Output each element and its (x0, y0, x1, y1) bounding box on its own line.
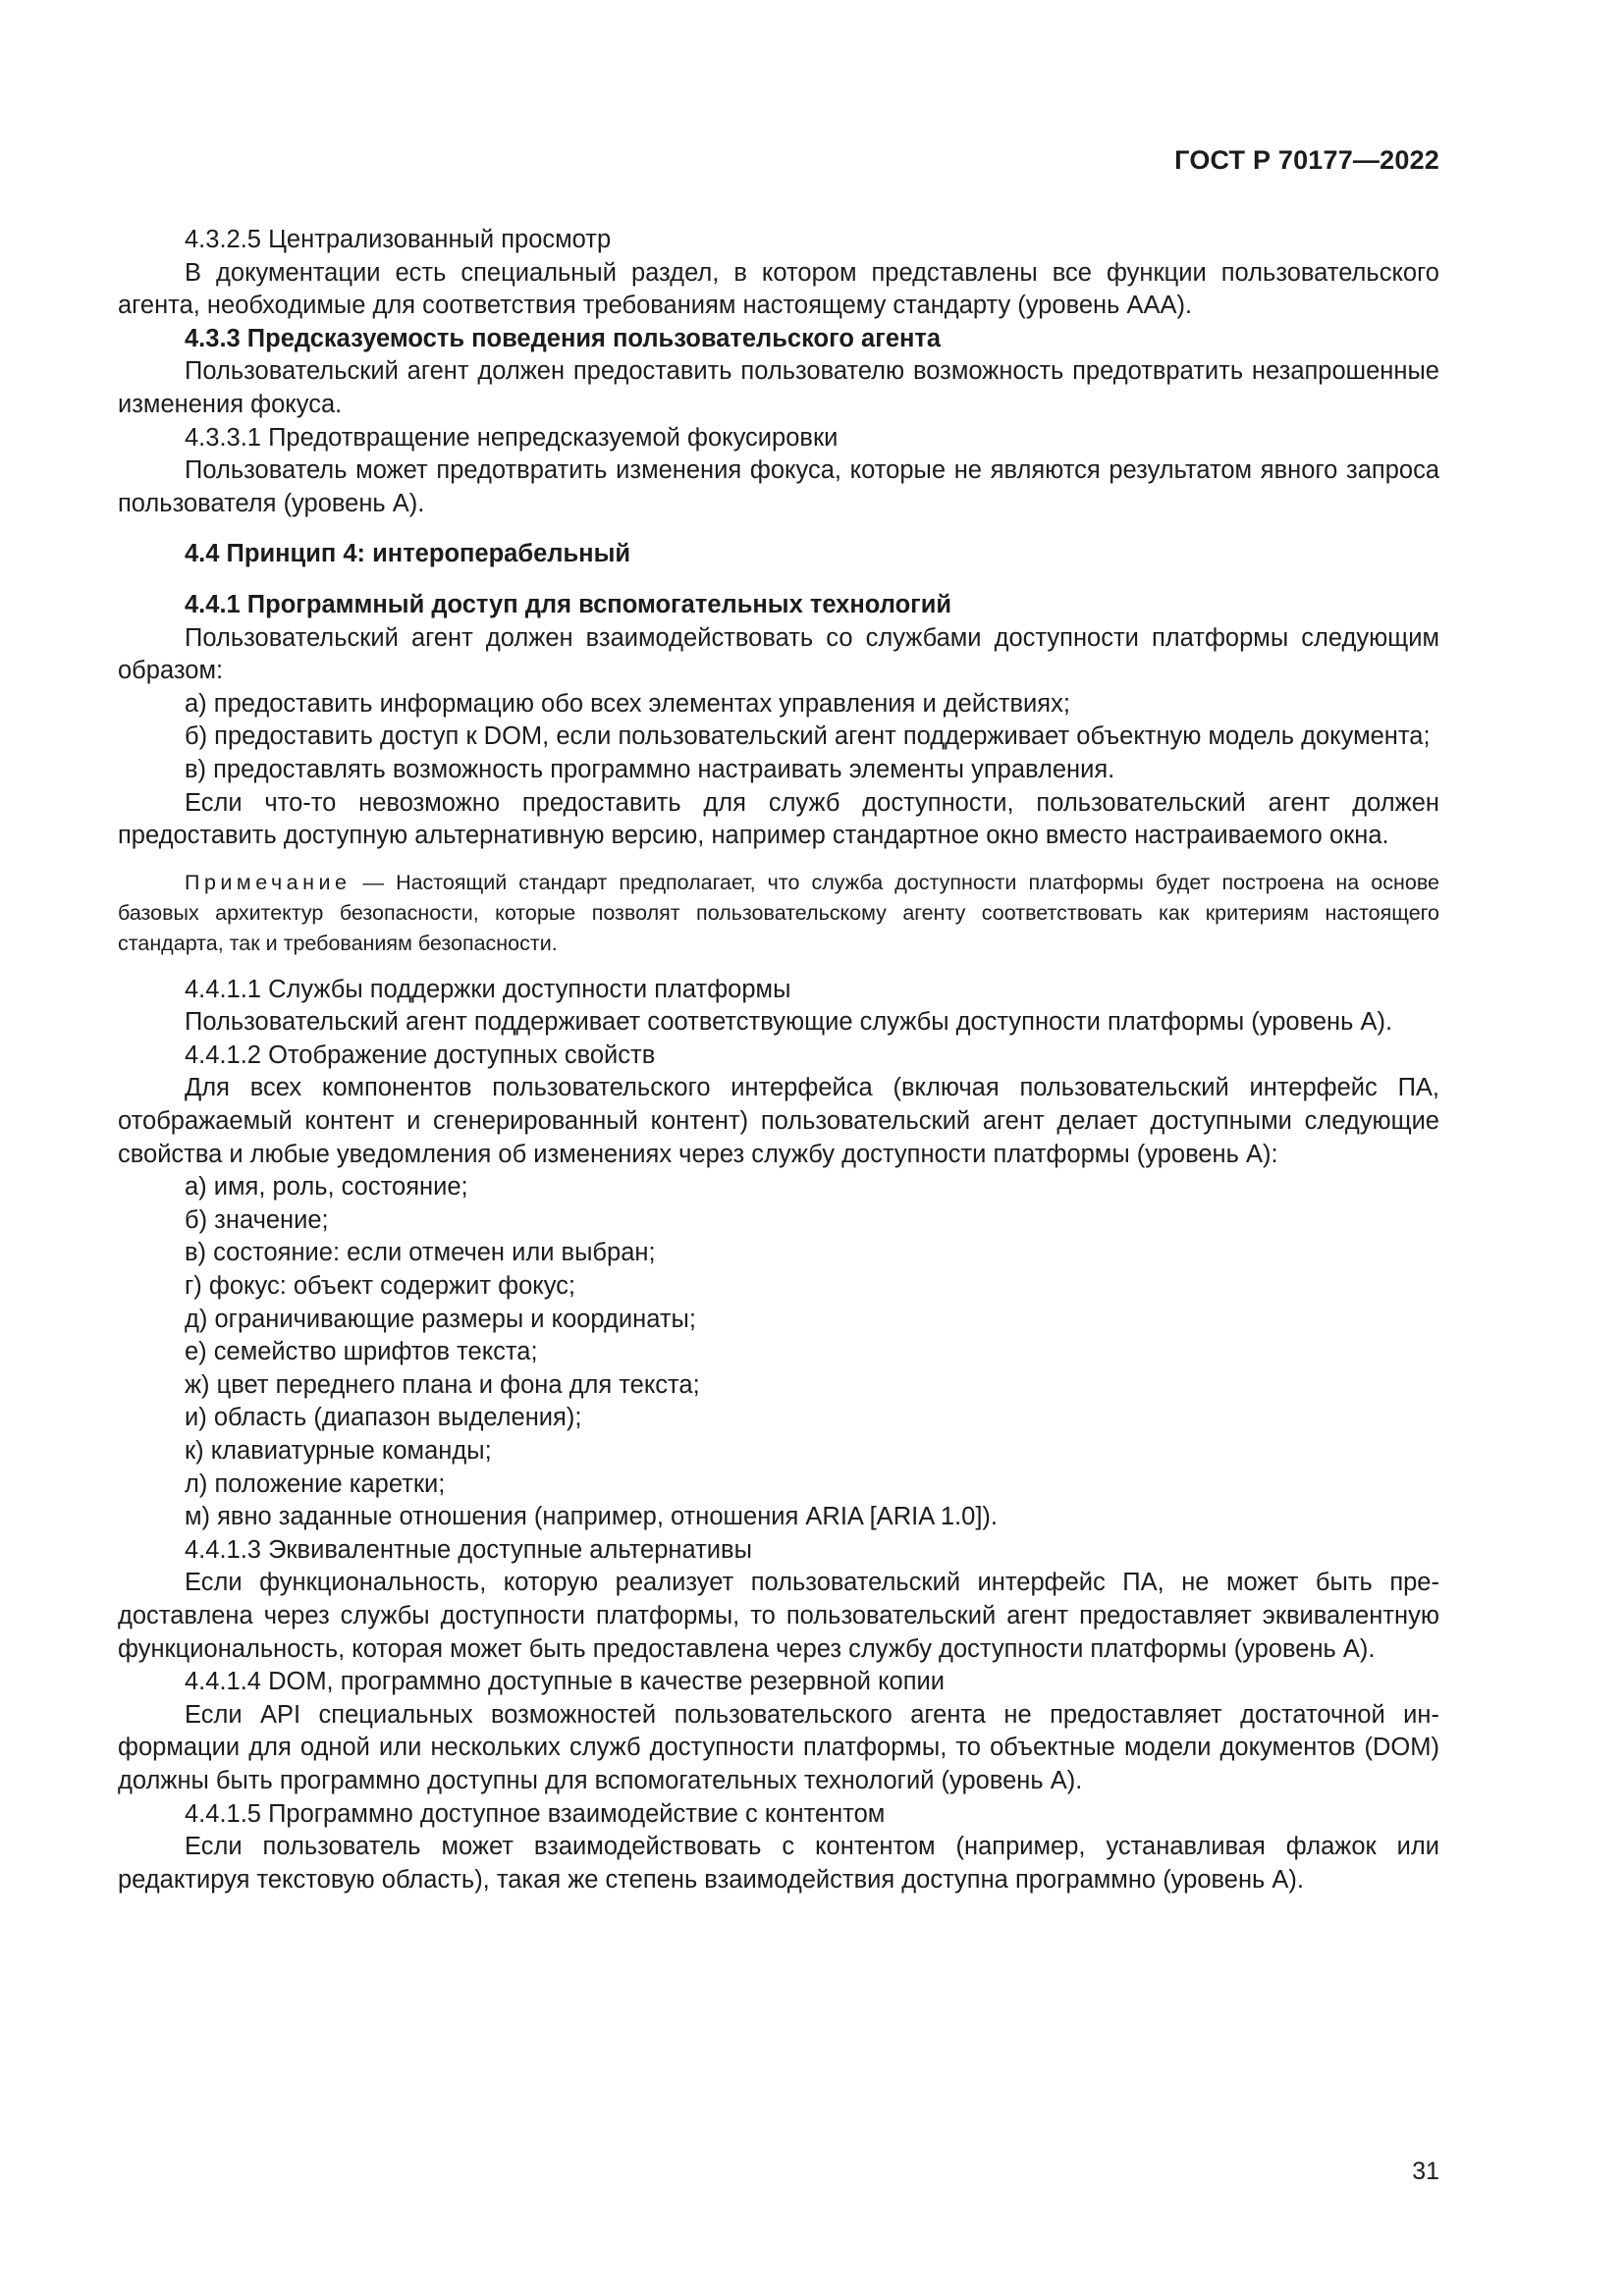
section-heading-4-4-1-2: 4.4.1.2 Отображение доступных свойств (185, 1041, 656, 1069)
list-item: в) предоставлять возможность программно настраивать элементы управления. (185, 755, 1115, 783)
section-heading-4-3-2-5: 4.3.2.5 Централизованный просмотр (185, 226, 612, 253)
list-item: в) состояние: если отмечен или выбран; (185, 1239, 656, 1267)
list-item: а) имя, роль, состояние; (185, 1173, 468, 1201)
list-item: б) значение; (185, 1205, 329, 1234)
document-header-id: ГОСТ Р 70177—2022 (1174, 145, 1439, 175)
body-paragraph: Для всех компонентов пользовательского интерфейса (включая пользовательский интерфейс ПА, отображаемый контент и сгенерированный контент) пользовательский агент делает доступными следующие свойства и любые уведомления об изменениях через службу доступности платформы (уровень А): (118, 1074, 1439, 1168)
body-paragraph: Если что-то невозможно предоставить для служб доступности, пользовательский агент должен предоставить доступную альтернативную версию, например стандартное окно вместо настраиваемого окна. (118, 788, 1439, 850)
list-item: б) предоставить доступ к DOM, если пользовательский агент поддерживает объектную модель документа; (185, 722, 1431, 751)
list-item: ж) цвет переднего плана и фона для текста; (185, 1370, 700, 1399)
list-item: е) семейство шрифтов текста; (185, 1338, 538, 1366)
list-item: и) область (диапазон выделения); (185, 1404, 582, 1432)
section-heading-4-4-1-5: 4.4.1.5 Программно доступное взаимодействие с контентом (185, 1799, 886, 1828)
list-item: а) предоставить информацию обо всех элементах управления и действиях; (185, 689, 1070, 718)
list-item: к) клавиатурные команды; (185, 1437, 492, 1465)
body-paragraph: Пользователь может предотвратить изменения фокуса, которые не являются результатом явного запроса пользователя (уровень А). (118, 456, 1439, 517)
note-label: Примечание (185, 870, 352, 894)
section-heading-4-3-3-1: 4.3.3.1 Предотвращение непредсказуемой фокусировки (185, 423, 839, 452)
note-text: — Настоящий стандарт предполагает, что служба доступности платформы будет построена на основе базовых архитектур безопасности, которые позволят пользовательскому агенту соответствовать как критериям настоящего стандарта, так и требованиям безопасности. (118, 870, 1439, 955)
body-paragraph: Если пользователь может взаимодействовать с контентом (например, устанавливая флажок или редактируя текстовую область), такая же степень взаимодействия доступна программно (уровень А). (118, 1833, 1439, 1894)
list-item: г) фокус: объект содержит фокус; (185, 1272, 576, 1301)
section-heading-4-3-3: 4.3.3 Предсказуемость поведения пользовательского агента (185, 324, 942, 352)
section-heading-4-4-1: 4.4.1 Программный доступ для вспомогательных технологий (185, 590, 952, 618)
section-heading-4-4-1-1: 4.4.1.1 Службы поддержки доступности платформы (185, 975, 791, 1003)
list-item: д) ограничивающие размеры и координаты; (185, 1305, 696, 1333)
section-heading-4-4-1-3: 4.4.1.3 Эквивалентные доступные альтернативы (185, 1535, 752, 1564)
document-body (118, 224, 1439, 1896)
page-number: 31 (1412, 2158, 1439, 2185)
body-paragraph: Если API специальных возможностей пользовательского агента не предоставляет достаточной информации для одной или нескольких служб доступности платформы, то объектные модели документов (DOM) должны быть программно доступны для вспомогательных технологий (уровень А). (118, 1700, 1439, 1794)
list-item: м) явно заданные отношения (например, отношения ARIA [ARIA 1.0]). (185, 1503, 998, 1531)
note-paragraph (118, 868, 1439, 959)
list-item: л) положение каретки; (185, 1469, 446, 1498)
body-paragraph: Пользовательский агент должен взаимодействовать со службами доступности платформы следующим образом: (118, 623, 1439, 685)
body-paragraph: Если функциональность, которую реализует пользовательский интерфейс ПА, не может быть предоставлена через службы доступности платформы, то пользовательский агент предоставляет эквивалентную функциональность, которая может быть предоставлена через службу доступности платформы (уровень А). (118, 1569, 1439, 1663)
body-paragraph: В документации есть специальный раздел, в котором представлены все функции пользовательского агента, необходимые для соответствия требованиям настоящему стандарту (уровень ААА). (118, 258, 1439, 320)
body-paragraph: Пользовательский агент поддерживает соответствующие службы доступности платформы (уровень А). (185, 1008, 1393, 1037)
section-heading-4-4-1-4: 4.4.1.4 DOM, программно доступные в качестве резервной копии (185, 1668, 946, 1696)
section-heading-4-4: 4.4 Принцип 4: интероперабельный (185, 540, 631, 568)
body-paragraph: Пользовательский агент должен предоставить пользователю возможность предотвратить незапрошенные изменения фокуса. (118, 357, 1439, 418)
